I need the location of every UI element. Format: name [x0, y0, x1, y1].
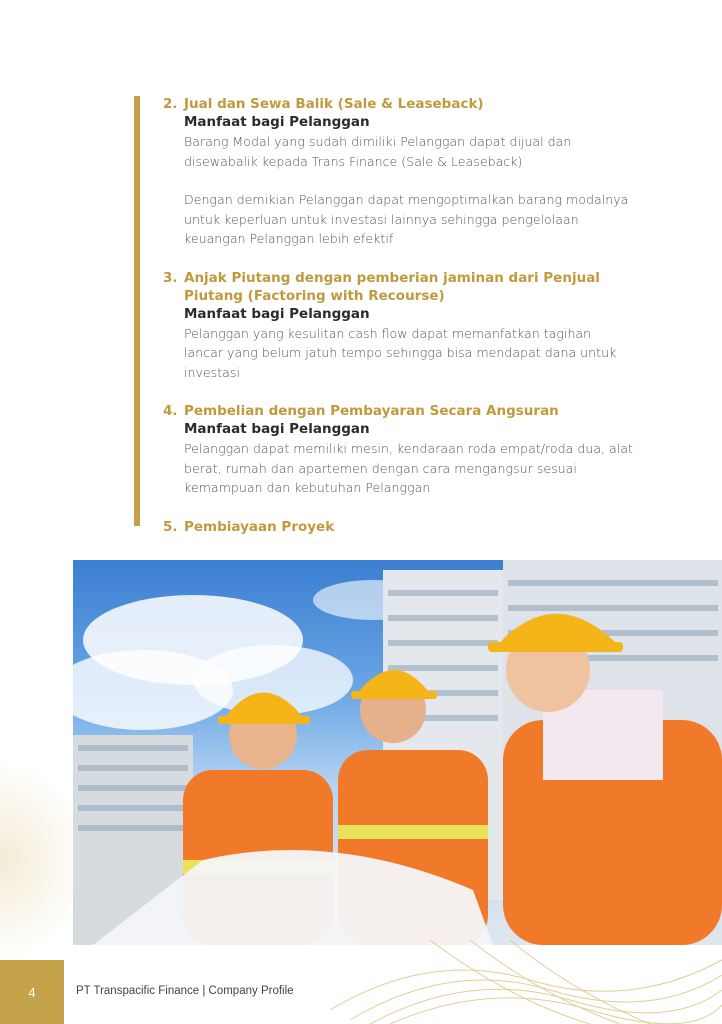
item-title: Jual dan Sewa Balik (Sale & Leaseback) [184, 96, 484, 112]
item-number: 3. [163, 269, 178, 286]
item-heading [163, 269, 633, 305]
item-number: 4. [163, 403, 178, 419]
item-paragraph: Pelanggan yang kesulitan cash flow dapat memanfatkan tagihan lancar yang belum jatuh tempo sehingga bisa mendapat dana untuk investasi [184, 325, 617, 380]
item-subtitle: Manfaat bagi Pelanggan [184, 305, 370, 322]
item-title: Pembelian dengan Pembayaran Secara Angsuran [184, 403, 559, 419]
item-heading [163, 402, 633, 420]
service-list [163, 95, 633, 556]
page-number-box [0, 960, 64, 1024]
list-item [163, 518, 633, 536]
item-subtitle: Manfaat bagi Pelanggan [184, 421, 370, 437]
item-heading [163, 518, 633, 536]
gold-wave-decoration [330, 940, 722, 1024]
item-subtitle: Manfaat bagi Pelanggan [184, 114, 370, 130]
item-number: 2. [163, 96, 178, 112]
list-item [163, 95, 633, 249]
item-title: Pembiayaan Proyek [184, 518, 335, 535]
page-number: 4 [28, 984, 36, 1000]
engineers-photo [73, 560, 722, 945]
item-heading [163, 95, 633, 113]
accent-bar [134, 96, 140, 526]
item-paragraph: Pelanggan dapat memiliki mesin, kendaraan roda empat/roda dua, alat berat, rumah dan apartemen dengan cara mengangsur sesuai kemampuan dan kebutuhan Pelanggan [184, 441, 633, 495]
footer-caption: PT Transpacific Finance | Company Profile [76, 985, 294, 997]
item-title: Anjak Piutang dengan pemberian jaminan dari Penjual Piutang (Factoring with Recourse) [184, 269, 600, 304]
list-item [163, 402, 633, 498]
list-item [163, 269, 633, 383]
item-paragraph: Barang Modal yang sudah dimiliki Pelanggan dapat dijual dan disewabalik kepada Trans Finance (Sale & Leaseback) [184, 134, 572, 169]
item-number: 5. [163, 518, 178, 535]
item-paragraph: Dengan demikian Pelanggan dapat mengoptimalkan barang modalnya untuk keperluan untuk investasi lainnya sehingga pengelolaan keuangan Pelanggan lebih efektif [184, 192, 629, 246]
